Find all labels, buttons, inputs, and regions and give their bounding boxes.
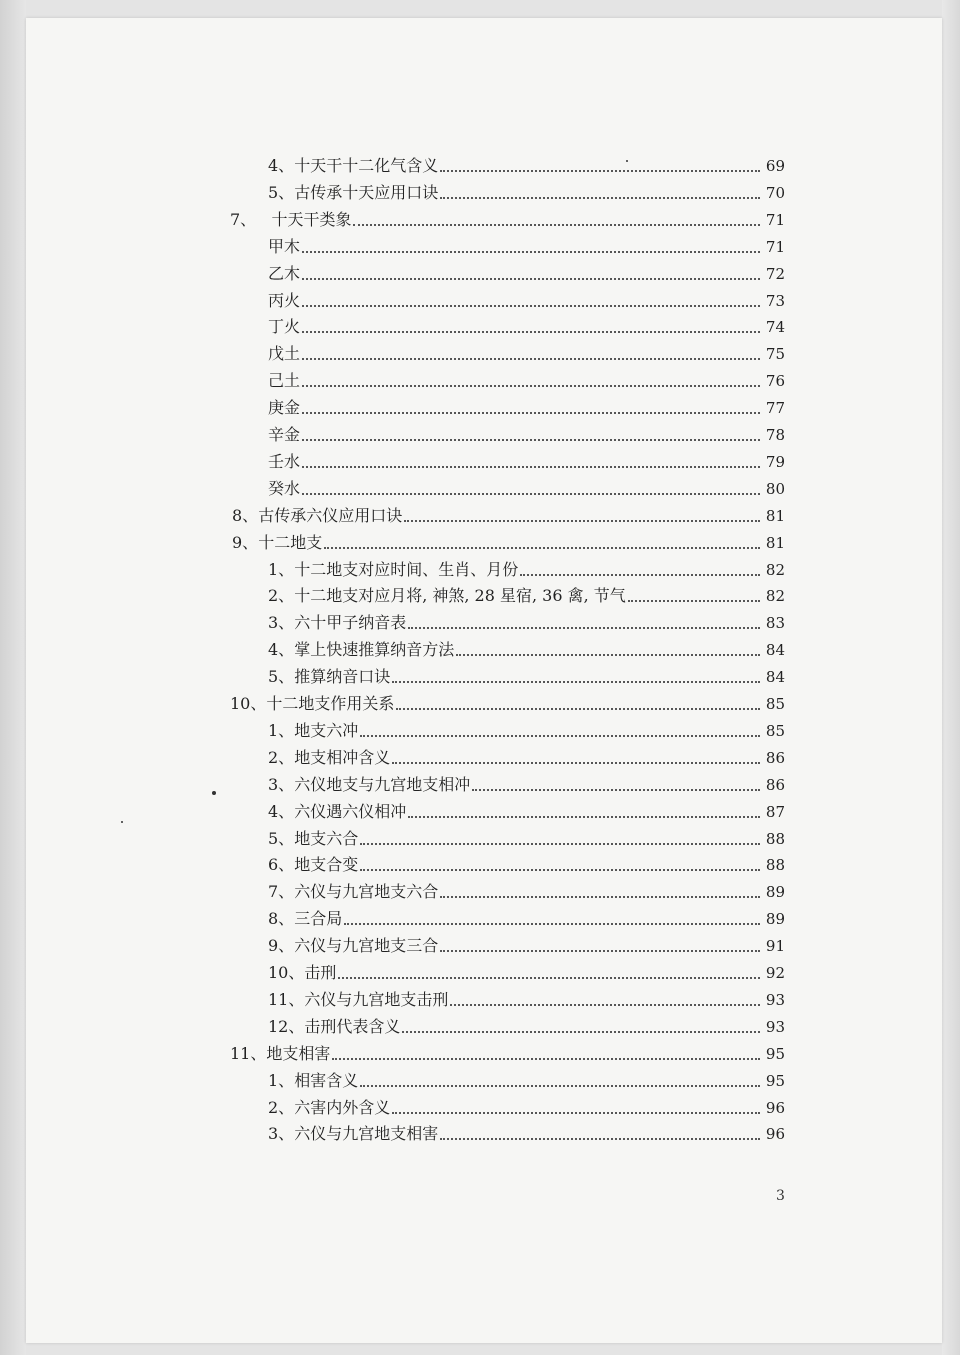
toc-entry-title: 掌上快速推算纳音方法 — [294, 640, 455, 659]
toc-entry — [268, 365, 785, 391]
toc-entry-page: 88 — [765, 856, 785, 874]
toc-entry — [268, 231, 785, 257]
toc-entry-page: 93 — [765, 1018, 785, 1036]
toc-dot-leader — [440, 1138, 760, 1140]
toc-entry-page: 95 — [765, 1072, 785, 1090]
toc-dot-leader — [404, 520, 760, 522]
toc-entry-title: 十二地支 — [258, 533, 323, 552]
toc-entry — [268, 1065, 785, 1091]
toc-entry-page: 96 — [765, 1125, 785, 1143]
toc-entry — [268, 661, 785, 687]
toc-entry-page: 78 — [765, 426, 785, 444]
toc-dot-leader — [360, 735, 760, 737]
toc-entry-page: 71 — [765, 238, 785, 256]
toc-entry-title: 十二地支对应时间、生肖、月份 — [294, 560, 519, 579]
toc-entry-page: 77 — [765, 399, 785, 417]
toc-entry-page: 89 — [765, 910, 785, 928]
scan-left-edge — [0, 0, 26, 1355]
toc-entry-page: 88 — [765, 830, 785, 848]
toc-entry-page: 86 — [765, 776, 785, 794]
toc-entry-title: 三合局 — [294, 909, 343, 928]
toc-entry-page: 71 — [765, 211, 785, 229]
toc-dot-leader — [302, 251, 760, 253]
toc-entry-title: 地支相害 — [266, 1044, 331, 1063]
toc-dot-leader — [302, 278, 760, 280]
toc-entry — [268, 1092, 785, 1118]
toc-entry-number: 10、 — [268, 963, 305, 982]
toc-dot-leader — [440, 197, 760, 199]
toc-entry — [268, 930, 785, 956]
toc-entry — [268, 338, 785, 364]
toc-entry — [268, 1118, 785, 1144]
toc-entry-page: 73 — [765, 292, 785, 310]
toc-dot-leader — [628, 600, 760, 602]
toc-entry — [268, 419, 785, 445]
toc-dot-leader — [302, 331, 760, 333]
toc-entry-page: 91 — [765, 937, 785, 955]
toc-entry-title: 十二地支作用关系 — [266, 694, 395, 713]
toc-entry-number: 1、 — [268, 560, 295, 579]
toc-entry-number: 5、 — [268, 183, 295, 202]
toc-entry-number: 10、 — [230, 694, 267, 713]
toc-entry-page: 82 — [765, 587, 785, 605]
toc-entry-title: 六仪与九宫地支三合 — [294, 936, 439, 955]
toc-dot-leader — [324, 547, 760, 549]
toc-dot-leader — [302, 358, 760, 360]
toc-entry-title: 六害内外含义 — [294, 1098, 391, 1117]
toc-entry-title: 地支相冲含义 — [294, 748, 391, 767]
toc-entry-number: 9、 — [268, 936, 295, 955]
toc-entry — [268, 742, 785, 768]
toc-entry-title: 丁火 — [268, 317, 301, 336]
toc-entry-page: 83 — [765, 614, 785, 632]
toc-entry-page: 86 — [765, 749, 785, 767]
toc-entry-page: 79 — [765, 453, 785, 471]
toc-entry — [268, 796, 785, 822]
toc-entry-page: 70 — [765, 184, 785, 202]
toc-dot-leader — [440, 950, 760, 952]
toc-entry-number: 4、 — [268, 156, 295, 175]
toc-entry — [268, 392, 785, 418]
toc-entry-page: 75 — [765, 345, 785, 363]
toc-entry — [268, 446, 785, 472]
toc-entry — [268, 1011, 785, 1037]
toc-entry-title: 乙木 — [268, 264, 301, 283]
toc-entry — [268, 285, 785, 311]
toc-entry-number: 2、 — [268, 748, 295, 767]
toc-entry — [230, 688, 785, 714]
toc-dot-leader — [302, 305, 760, 307]
toc-entry — [268, 715, 785, 741]
toc-entry-title: 癸水 — [268, 479, 301, 498]
toc-entry — [232, 500, 785, 526]
toc-entry-page: 87 — [765, 803, 785, 821]
toc-entry-page: 85 — [765, 695, 785, 713]
toc-entry-number: 6、 — [268, 855, 295, 874]
toc-dot-leader — [392, 762, 760, 764]
toc-entry — [268, 876, 785, 902]
toc-dot-leader — [302, 385, 760, 387]
toc-dot-leader — [408, 627, 760, 629]
toc-entry-page: 81 — [765, 534, 785, 552]
toc-entry-title: 壬水 — [268, 452, 301, 471]
toc-entry-number: 12、 — [268, 1017, 305, 1036]
toc-entry-number: 7、 — [268, 882, 295, 901]
toc-entry-title: 己土 — [268, 371, 301, 390]
toc-dot-leader — [396, 708, 760, 710]
toc-entry-title: 六仪遇六仪相冲 — [294, 802, 407, 821]
toc-entry-title: 古传承六仪应用口诀 — [258, 506, 403, 525]
toc-entry-page: 74 — [765, 318, 785, 336]
toc-dot-leader — [344, 923, 760, 925]
toc-dot-leader — [302, 439, 760, 441]
toc-dot-leader — [472, 789, 760, 791]
page-number: 3 — [776, 1188, 785, 1204]
toc-entry — [268, 634, 785, 660]
toc-entry — [268, 957, 785, 983]
toc-dot-leader — [402, 1031, 760, 1033]
toc-dot-leader — [520, 574, 760, 576]
toc-entry-title: 十二地支对应月将, 神煞, 28 星宿, 36 禽, 节气 — [294, 586, 626, 605]
toc-entry — [268, 311, 785, 337]
toc-entry-number: 8、 — [268, 909, 295, 928]
toc-entry-title: 庚金 — [268, 398, 301, 417]
toc-entry — [232, 527, 785, 553]
scan-speck — [121, 821, 123, 823]
toc-dot-leader — [338, 977, 760, 979]
toc-entry-title: 地支六合 — [294, 829, 359, 848]
toc-entry-title: 甲木 — [268, 237, 301, 256]
toc-entry — [268, 177, 785, 203]
toc-entry — [230, 204, 785, 230]
toc-dot-leader — [302, 493, 760, 495]
toc-entry — [268, 849, 785, 875]
toc-entry-page: 92 — [765, 964, 785, 982]
toc-entry-number: 1、 — [268, 1071, 295, 1090]
toc-entry-page: 69 — [765, 157, 785, 175]
toc-dot-leader — [450, 1004, 760, 1006]
toc-dot-leader — [360, 1085, 760, 1087]
scan-right-edge — [942, 0, 960, 1355]
toc-entry-title: 六仪地支与九宫地支相冲 — [294, 775, 471, 794]
toc-entry-title: 击刑 — [304, 963, 337, 982]
toc-entry — [268, 823, 785, 849]
toc-entry-number: 11、 — [230, 1044, 267, 1063]
toc-entry-title: 击刑代表含义 — [304, 1017, 401, 1036]
toc-entry — [268, 769, 785, 795]
toc-entry — [268, 554, 785, 580]
toc-entry-number: 5、 — [268, 829, 295, 848]
toc-entry-page: 96 — [765, 1099, 785, 1117]
toc-entry-title: 相害含义 — [294, 1071, 359, 1090]
toc-entry-number: 2、 — [268, 1098, 295, 1117]
toc-entry-number: 3、 — [268, 775, 295, 794]
toc-entry-title: 六仪与九宫地支击刑 — [304, 990, 449, 1009]
scan-speck — [626, 160, 628, 162]
toc-entry-number: 4、 — [268, 640, 295, 659]
toc-entry-number: 3、 — [268, 613, 295, 632]
toc-entry-number: 3、 — [268, 1124, 295, 1143]
toc-dot-leader — [456, 654, 760, 656]
toc-entry-page: 93 — [765, 991, 785, 1009]
toc-entry — [268, 903, 785, 929]
toc-entry-number: 1、 — [268, 721, 295, 740]
toc-entry-title: 戊土 — [268, 344, 301, 363]
toc-entry-page: 95 — [765, 1045, 785, 1063]
toc-dot-leader — [440, 170, 760, 172]
toc-dot-leader — [332, 1058, 760, 1060]
toc-entry-number: 9、 — [232, 533, 259, 552]
toc-entry-page: 89 — [765, 883, 785, 901]
toc-entry-number: 8、 — [232, 506, 259, 525]
toc-entry-number: 2、 — [268, 586, 295, 605]
toc-entry-title: 古传承十天应用口诀 — [294, 183, 439, 202]
toc-entry-number: 5、 — [268, 667, 295, 686]
toc-entry — [268, 150, 785, 176]
toc-entry-title: 六十甲子纳音表 — [294, 613, 407, 632]
toc-entry-number: 4、 — [268, 802, 295, 821]
toc-dot-leader — [302, 466, 760, 468]
toc-entry-title: 十天干类象 — [271, 210, 352, 229]
toc-entry — [268, 580, 785, 606]
toc-dot-leader — [360, 843, 760, 845]
toc-entry-page: 72 — [765, 265, 785, 283]
toc-dot-leader — [440, 896, 760, 898]
toc-entry-title: 地支合变 — [294, 855, 359, 874]
toc-dot-leader — [408, 816, 760, 818]
toc-entry-page: 84 — [765, 668, 785, 686]
toc-entry-title: 推算纳音口诀 — [294, 667, 391, 686]
toc-entry-page: 85 — [765, 722, 785, 740]
toc-entry-title: 丙火 — [268, 291, 301, 310]
toc-entry-number: 11、 — [268, 990, 305, 1009]
toc-entry-title: 辛金 — [268, 425, 301, 444]
toc-entry-title: 六仪与九宫地支相害 — [294, 1124, 439, 1143]
toc-entry-number: 7、 — [230, 210, 272, 229]
toc-entry — [268, 984, 785, 1010]
toc-dot-leader — [360, 869, 760, 871]
toc-dot-leader — [392, 681, 760, 683]
toc-entry — [230, 1038, 785, 1064]
toc-entry — [268, 607, 785, 633]
toc-entry-title: 地支六冲 — [294, 721, 359, 740]
toc-entry-title: 六仪与九宫地支六合 — [294, 882, 439, 901]
toc-dot-leader — [392, 1112, 760, 1114]
toc-dot-leader — [302, 412, 760, 414]
toc-dot-leader — [353, 224, 760, 226]
toc-entry-page: 76 — [765, 372, 785, 390]
toc-entry-page: 80 — [765, 480, 785, 498]
toc-entry-page: 81 — [765, 507, 785, 525]
toc-entry-page: 84 — [765, 641, 785, 659]
scan-speck — [212, 791, 216, 795]
toc-entry — [268, 258, 785, 284]
toc-entry-title: 十天干十二化气含义 — [294, 156, 439, 175]
toc-entry — [268, 473, 785, 499]
toc-entry-page: 82 — [765, 561, 785, 579]
